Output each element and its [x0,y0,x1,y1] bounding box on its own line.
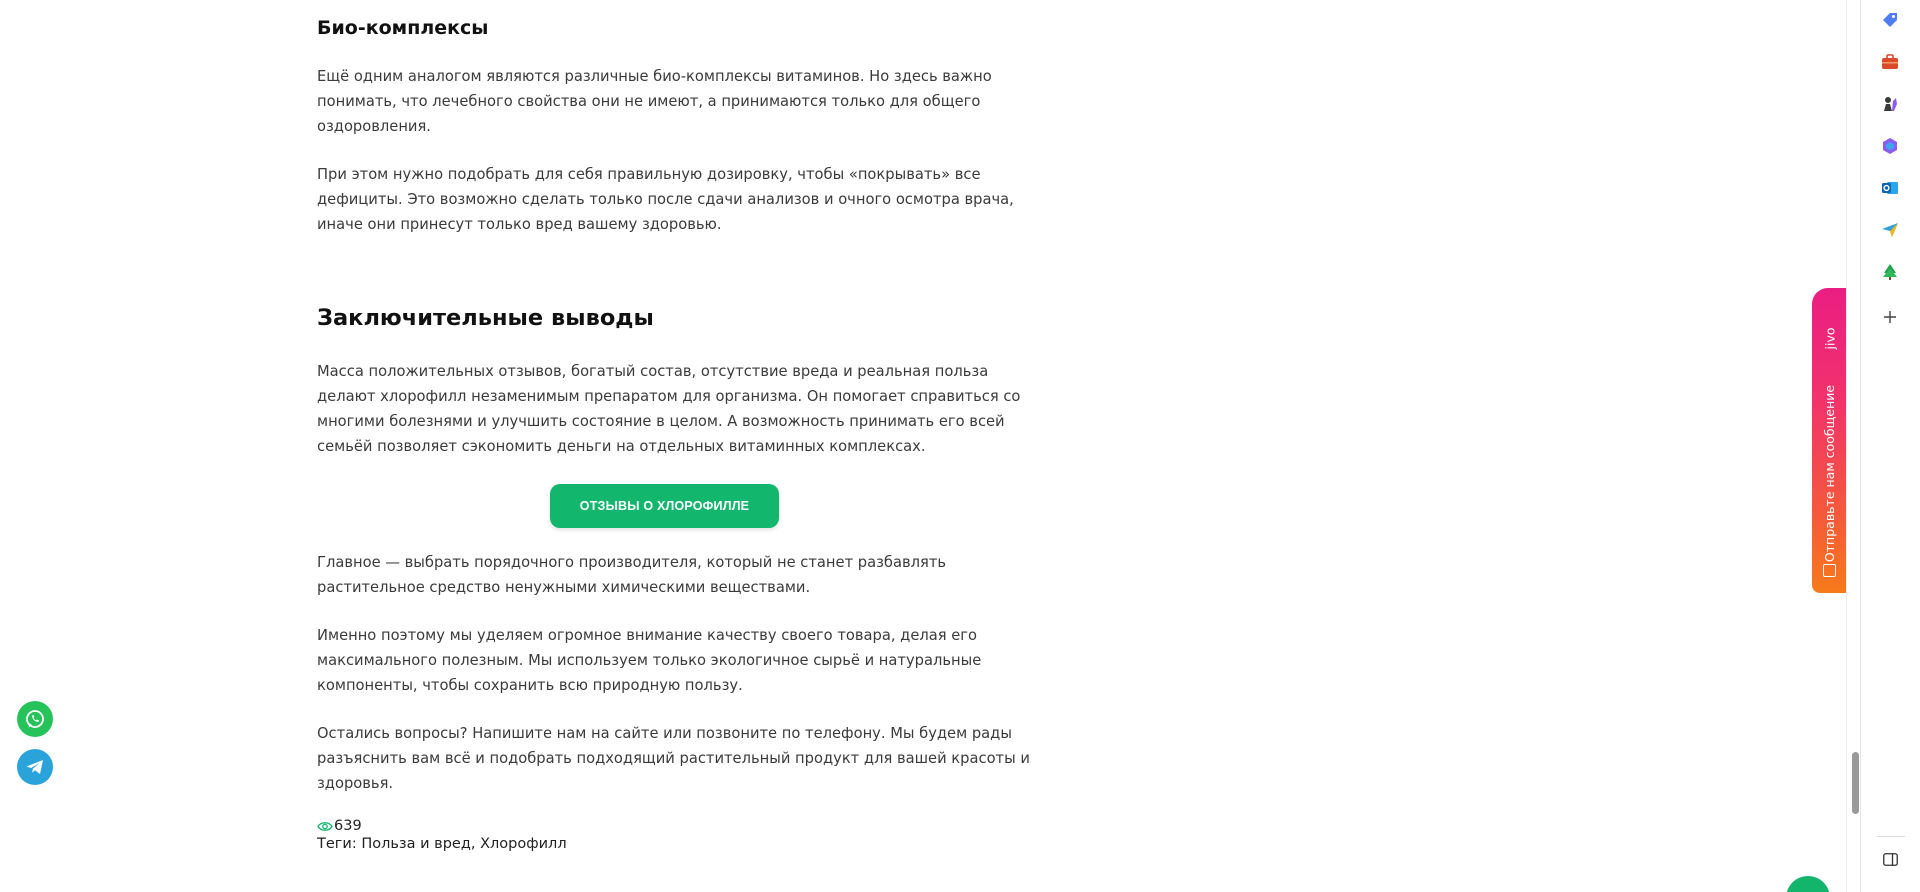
paragraph [317,359,1021,459]
heading-conclusions: Заключительные выводы [317,305,654,331]
plus-icon[interactable] [1878,305,1902,329]
jivo-brand-text: jivo [1822,327,1837,349]
briefcase-icon[interactable] [1878,50,1902,74]
telegram-icon [25,758,45,776]
paragraph-line: оздоровления. [317,118,431,135]
paragraph [317,550,1007,600]
paragraph-line: понимать, что лечебного свойства они не имеют, а принимаются только для общего [317,93,981,110]
paragraph-line: Главное — выбрать порядочного производителя, который не станет разбавлять [317,554,947,571]
chat-message-icon [1823,564,1836,577]
chlorophyll-reviews-button[interactable]: ОТЗЫВЫ О ХЛОРОФИЛЛЕ [550,484,779,528]
sidebar-toggle-icon[interactable] [1878,847,1902,871]
paragraph-line: разъяснить вам всё и подобрать подходящий растительный продукт для вашей красоты и [317,750,1030,767]
tree-icon[interactable] [1878,260,1902,284]
chat-fab-button[interactable] [1786,876,1830,892]
copilot-icon[interactable] [1878,134,1902,158]
tag-link[interactable]: Хлорофилл [480,836,567,852]
whatsapp-button[interactable] [17,701,53,737]
jivo-logo [1812,318,1847,358]
telegram-button[interactable] [17,749,53,785]
paragraph-line: Масса положительных отзывов, богатый состав, отсутствие вреда и реальная польза [317,363,989,380]
heading-bio-complexes: Био-комплексы [317,17,489,39]
paragraph-line: Остались вопросы? Напишите нам на сайте или позвоните по телефону. Мы будем рады [317,725,1012,742]
paragraph-line: Именно поэтому мы уделяем огромное внимание качеству своего товара, делая его [317,627,977,644]
paragraph-line: При этом нужно подобрать для себя правильную дозировку, чтобы «покрывать» все [317,166,981,183]
paragraph [317,623,1007,698]
paragraph-line: иначе они принесут только вред вашему здоровью. [317,216,722,233]
browser-sidebar [1860,0,1920,892]
rail-divider [1877,836,1905,837]
tag-icon[interactable] [1878,8,1902,32]
paragraph-line: дефициты. Это возможно сделать только после сдачи анализов и очного осмотра врача, [317,191,1014,208]
chess-icon[interactable] [1878,92,1902,116]
view-counter [317,818,362,834]
outlook-icon[interactable] [1878,176,1902,200]
paragraph [317,721,1030,796]
jivo-label-text: Отправьте нам сообщение [1822,384,1838,562]
paragraph-line: растительное средство ненужными химическими веществами. [317,579,811,596]
tags-label: Теги: [317,836,357,852]
tags-row [317,836,567,852]
paragraph-line: многими болезнями и улучшить состояние в целом. А возможность принимать его всей [317,413,1005,430]
paragraph-line: семьёй позволяет сэкономить деньги на отдельных витаминных комплексах. [317,438,926,455]
paragraph-line: компоненты, чтобы сохранить всю природную пользу. [317,677,743,694]
paragraph-line: максимального полезным. Мы используем только экологичное сырьё и натуральные [317,652,982,669]
eye-icon [317,821,333,832]
paragraph [317,162,1014,237]
paragraph-line: делают хлорофилл незаменимым препаратом для организма. Он помогает справиться со [317,388,1021,405]
whatsapp-icon [24,708,46,730]
tag-link[interactable]: Польза и вред [361,836,471,852]
paragraph [317,64,1007,139]
scrollbar-thumb[interactable] [1852,752,1859,814]
view-count: 639 [334,818,362,834]
tag-separator: , [470,836,481,852]
send-icon[interactable] [1878,218,1902,242]
jivo-chat-tab[interactable] [1812,288,1847,593]
jivo-label [1812,383,1847,563]
paragraph-line: здоровья. [317,775,394,792]
paragraph-line: Ещё одним аналогом являются различные био-комплексы витаминов. Но здесь важно [317,68,992,85]
